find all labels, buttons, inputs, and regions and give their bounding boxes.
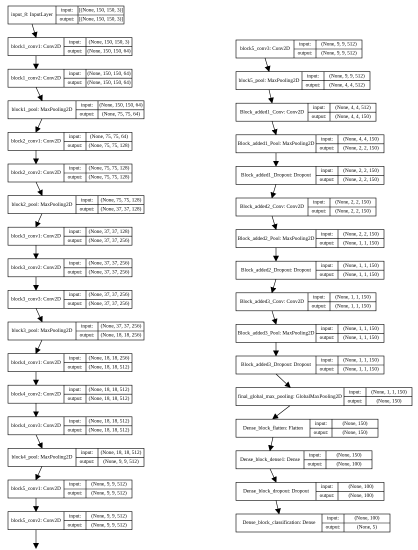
output-shape: (None, 2, 2, 150) — [343, 145, 379, 152]
layer-name: Dense_block_dense1: Dense — [240, 456, 300, 463]
output-label: output: — [319, 177, 335, 184]
output-label: output: — [319, 271, 335, 278]
layer-node — [8, 196, 144, 214]
input-shape: (None, 150, 150, 64) — [99, 102, 143, 109]
right-column — [236, 40, 412, 532]
layer-node — [8, 385, 132, 403]
input-label: input: — [68, 513, 82, 520]
layer-name: block2_pool: MaxPooling2D — [11, 201, 73, 208]
input-shape: (None, 1, 1, 150) — [335, 294, 371, 301]
input-shape: [(None, 150, 150, 3)] — [78, 7, 124, 14]
input-shape: (None, 1, 1, 150) — [343, 357, 379, 364]
connector-arrow — [272, 121, 276, 134]
output-label: output: — [67, 237, 83, 244]
layer-name: block2_conv2: Conv2D — [11, 170, 61, 177]
input-shape: (None, 150) — [342, 420, 368, 427]
output-label: output: — [67, 269, 83, 276]
output-label: output: — [325, 524, 341, 531]
layer-name: Block_added1_Dropout: Dropout — [241, 172, 311, 179]
input-label: input: — [68, 70, 82, 77]
input-shape: (None, 37, 37, 256) — [88, 292, 130, 299]
output-label: output: — [67, 395, 83, 402]
input-label: input: — [80, 450, 94, 457]
input-label: input: — [320, 168, 334, 175]
input-shape: (None, 4, 4, 150) — [343, 136, 379, 143]
layer-node — [8, 259, 132, 277]
layer-node — [236, 261, 384, 279]
input-label: input: — [312, 104, 326, 111]
connector-arrow — [273, 406, 290, 419]
output-label: output: — [67, 79, 83, 86]
output-shape: (None, 9, 9, 512) — [103, 459, 139, 466]
input-shape: (None, 18, 18, 512) — [88, 418, 130, 425]
connector-arrow — [265, 58, 269, 71]
input-label: input: — [68, 355, 82, 362]
input-label: input: — [320, 326, 334, 333]
input-label: input: — [68, 418, 82, 425]
connector-arrow — [36, 340, 42, 353]
input-shape: (None, 9, 9, 512) — [329, 73, 365, 80]
input-shape: (None, 18, 18, 256) — [88, 355, 130, 362]
connector-arrow — [270, 437, 273, 450]
output-shape: (None, 37, 37, 256) — [88, 237, 130, 244]
input-label: input: — [308, 452, 322, 459]
output-label: output: — [311, 208, 327, 215]
input-label: input: — [68, 228, 82, 235]
input-label: input: — [68, 386, 82, 393]
layer-node — [8, 354, 132, 372]
connector-arrow — [272, 279, 276, 292]
connector-arrow — [272, 216, 276, 229]
connector-arrow — [272, 184, 276, 197]
input-shape: (None, 9, 9, 512) — [91, 513, 127, 520]
output-label: output: — [67, 522, 83, 529]
output-label: output: — [79, 332, 95, 339]
connector-arrow — [36, 87, 42, 100]
input-label: input: — [312, 199, 326, 206]
input-shape: (None, 37, 37, 256) — [88, 260, 130, 267]
input-label: input: — [314, 420, 328, 427]
output-label: output: — [297, 50, 313, 57]
layer-name: block1_conv2: Conv2D — [11, 75, 61, 82]
output-label: output: — [67, 143, 83, 150]
output-shape: (None, 4, 4, 150) — [335, 113, 371, 120]
layer-name: Block_added2_Conv: Conv2D — [239, 204, 305, 211]
connector-arrow — [276, 500, 279, 513]
input-shape: (None, 37, 37, 128) — [88, 228, 130, 235]
input-shape: (None, 2, 2, 150) — [343, 168, 379, 175]
output-shape: (None, 1, 1, 150) — [343, 366, 379, 373]
output-shape: (None, 75, 75, 64) — [101, 111, 141, 118]
layer-name: block5_conv2: Conv2D — [11, 517, 61, 524]
layer-name: block4_conv1: Conv2D — [11, 359, 61, 366]
output-shape: (None, 100) — [336, 461, 362, 468]
layer-node — [236, 419, 378, 437]
input-label: input: — [320, 357, 334, 364]
output-label: output: — [319, 493, 335, 500]
output-shape: (None, 1, 1, 150) — [343, 335, 379, 342]
layer-name: Block_added3_Pool: MaxPooling2D — [237, 330, 315, 337]
layer-node — [236, 388, 412, 406]
connector-arrow — [276, 374, 290, 387]
output-label: output: — [319, 335, 335, 342]
input-label: input: — [68, 292, 82, 299]
output-shape: (None, 1, 1, 150) — [343, 271, 379, 278]
layer-node — [236, 72, 370, 90]
connector-arrow — [269, 90, 272, 103]
layer-node — [8, 38, 132, 56]
input-label: input: — [68, 165, 82, 172]
input-label: input: — [68, 134, 82, 141]
layer-name: block3_pool: MaxPooling2D — [11, 328, 73, 335]
input-label: input: — [298, 41, 312, 48]
output-label: output: — [79, 111, 95, 118]
connector-arrow — [36, 182, 42, 195]
input-shape: (None, 18, 18, 512) — [88, 386, 130, 393]
output-label: output: — [307, 461, 323, 468]
output-label: output: — [347, 398, 363, 405]
output-shape: (None, 37, 37, 256) — [88, 269, 130, 276]
layer-node — [236, 451, 372, 469]
layer-node — [236, 198, 376, 216]
output-shape: (None, 4, 4, 512) — [329, 82, 365, 89]
output-label: output: — [67, 301, 83, 308]
input-shape: (None, 150, 150, 3) — [88, 39, 130, 46]
input-label: input: — [312, 294, 326, 301]
layer-node — [236, 514, 390, 532]
output-shape: (None, 9, 9, 512) — [91, 490, 127, 497]
layer-node — [8, 164, 132, 182]
output-shape: (None, 18, 18, 256) — [100, 332, 142, 339]
connector-arrow — [36, 214, 42, 227]
layer-name: block4_conv3: Conv2D — [11, 422, 61, 429]
output-shape: (None, 150) — [376, 398, 402, 405]
input-label: input: — [320, 262, 334, 269]
output-shape: [(None, 150, 150, 3)] — [78, 16, 124, 23]
connector-arrow — [36, 308, 42, 321]
layer-node — [8, 480, 132, 498]
layer-name: block2_conv1: Conv2D — [11, 138, 61, 145]
output-shape: (None, 150) — [342, 429, 368, 436]
input-shape: (None, 2, 2, 150) — [343, 231, 379, 238]
input-shape: (None, 9, 9, 512) — [91, 481, 127, 488]
left-column — [8, 6, 144, 548]
layer-node — [8, 6, 124, 24]
layer-node — [236, 293, 376, 311]
layer-name: Dense_block_classification: Dense — [242, 520, 316, 527]
input-shape: (None, 18, 18, 512) — [100, 450, 142, 457]
layer-node — [236, 103, 376, 121]
connector-arrow — [36, 466, 42, 479]
layer-name: Block_added2_Pool: MaxPooling2D — [237, 235, 315, 242]
output-label: output: — [67, 48, 83, 55]
input-label: input: — [68, 481, 82, 488]
layer-name: input_8: InputLayer — [11, 12, 53, 19]
layer-node — [8, 417, 132, 435]
layer-name: Block_added3_Dropout: Dropout — [241, 362, 311, 369]
layer-name: Block_added1_Conv: Conv2D — [239, 109, 305, 116]
layer-name: block1_pool: MaxPooling2D — [11, 106, 73, 113]
input-shape: (None, 75, 75, 64) — [89, 134, 129, 141]
output-shape: (None, 37, 37, 128) — [100, 206, 142, 213]
layer-node — [8, 227, 132, 245]
layer-node — [8, 69, 132, 87]
output-label: output: — [311, 303, 327, 310]
output-shape: (None, 9, 9, 512) — [321, 50, 357, 57]
input-shape: (None, 1, 1, 150) — [343, 262, 379, 269]
output-label: output: — [305, 82, 321, 89]
connector-arrow — [32, 24, 36, 37]
output-label: output: — [59, 16, 75, 23]
output-label: output: — [319, 240, 335, 247]
output-label: output: — [67, 427, 83, 434]
output-shape: (None, 1, 1, 150) — [343, 240, 379, 247]
input-shape: (None, 1, 1, 150) — [371, 389, 407, 396]
output-shape: (None, 2, 2, 150) — [335, 208, 371, 215]
input-shape: (None, 150) — [336, 452, 362, 459]
output-shape: (None, 100) — [348, 493, 374, 500]
layer-name: block4_conv2: Conv2D — [11, 391, 61, 398]
layer-node — [236, 482, 384, 500]
layer-node — [8, 290, 132, 308]
input-shape: (None, 2, 2, 150) — [335, 199, 371, 206]
output-shape: (None, 150, 150, 64) — [87, 79, 131, 86]
output-shape: (None, 75, 75, 128) — [88, 143, 130, 150]
layer-node — [236, 40, 362, 58]
output-shape: (None, 37, 37, 256) — [88, 301, 130, 308]
input-shape: (None, 37, 37, 256) — [100, 323, 142, 330]
input-shape: (None, 75, 75, 128) — [100, 197, 142, 204]
output-shape: (None, 150, 150, 64) — [87, 48, 131, 55]
output-label: output: — [67, 490, 83, 497]
input-shape: (None, 1, 1, 150) — [343, 326, 379, 333]
layer-node — [236, 230, 384, 248]
input-label: input: — [320, 231, 334, 238]
input-label: input: — [68, 260, 82, 267]
input-shape: (None, 100) — [354, 515, 380, 522]
layer-node — [8, 512, 132, 530]
layer-name: block5_pool: MaxPooling2D — [238, 77, 300, 84]
layer-name: Block_added3_Conv: Conv2D — [239, 298, 305, 305]
layer-name: Block_added2_Dropout: Dropout — [241, 267, 311, 274]
input-label: input: — [68, 39, 82, 46]
layer-name: final_global_max_pooling: GlobalMaxPooling2D — [238, 393, 342, 400]
layer-name: Dense_block_flatten: Flatten — [242, 425, 304, 432]
layer-name: Block_added1_Pool: MaxPooling2D — [237, 140, 315, 147]
input-shape: (None, 100) — [348, 484, 374, 491]
input-label: input: — [326, 515, 340, 522]
input-shape: (None, 9, 9, 512) — [321, 41, 357, 48]
layer-node — [236, 324, 384, 342]
input-label: input: — [80, 197, 94, 204]
output-shape: (None, 2, 2, 150) — [343, 177, 379, 184]
connector-arrow — [36, 435, 42, 448]
connector-arrow — [270, 469, 276, 482]
connector-arrow — [36, 119, 42, 132]
input-shape: (None, 75, 75, 128) — [88, 165, 130, 172]
layer-node — [8, 322, 144, 340]
input-label: input: — [60, 7, 74, 14]
output-shape: (None, 75, 75, 128) — [88, 174, 130, 181]
layer-name: block5_conv3: Conv2D — [240, 46, 290, 53]
layer-node — [8, 448, 144, 466]
input-shape: (None, 150, 150, 64) — [87, 70, 131, 77]
output-shape: (None, 18, 18, 512) — [88, 395, 130, 402]
input-label: input: — [320, 136, 334, 143]
layer-name: block1_conv1: Conv2D — [11, 43, 61, 50]
input-label: input: — [80, 102, 94, 109]
layer-name: block4_pool: MaxPooling2D — [11, 454, 73, 461]
layer-name: block3_conv1: Conv2D — [11, 233, 61, 240]
output-label: output: — [67, 174, 83, 181]
input-label: input: — [320, 484, 334, 491]
output-label: output: — [311, 113, 327, 120]
layer-name: Dense_block_dropout: Dropout — [243, 488, 309, 495]
layer-node — [236, 135, 384, 153]
layer-node — [8, 132, 132, 150]
layer-name: block3_conv3: Conv2D — [11, 296, 61, 303]
output-shape: (None, 9, 9, 512) — [91, 522, 127, 529]
output-label: output: — [319, 145, 335, 152]
connector-arrow — [272, 311, 276, 324]
input-label: input: — [348, 389, 362, 396]
layer-node — [8, 101, 144, 119]
output-label: output: — [319, 366, 335, 373]
output-shape: (None, 18, 18, 512) — [88, 364, 130, 371]
output-label: output: — [313, 429, 329, 436]
layer-name: block5_conv1: Conv2D — [11, 486, 61, 493]
output-label: output: — [79, 206, 95, 213]
input-label: input: — [80, 323, 94, 330]
output-shape: (None, 5) — [357, 524, 377, 531]
output-label: output: — [67, 364, 83, 371]
input-label: input: — [306, 73, 320, 80]
input-shape: (None, 4, 4, 512) — [335, 104, 371, 111]
layer-node — [236, 166, 384, 184]
layer-node — [236, 356, 384, 374]
output-label: output: — [79, 459, 95, 466]
output-shape: (None, 1, 1, 150) — [335, 303, 371, 310]
output-shape: (None, 18, 18, 512) — [88, 427, 130, 434]
layer-name: block3_conv2: Conv2D — [11, 264, 61, 271]
